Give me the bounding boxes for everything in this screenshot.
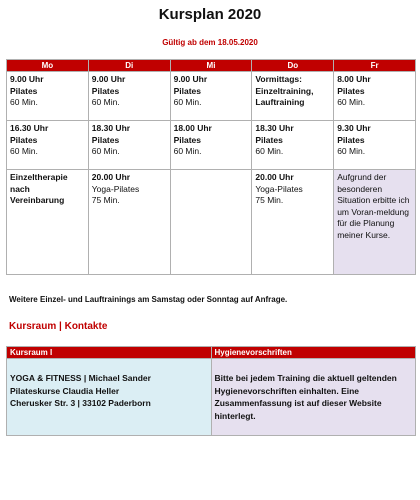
day-header-fr: Fr: [334, 60, 416, 72]
slot-mo-3: Einzeltherapie nach Vereinbarung: [7, 170, 89, 275]
studio-address: Cherusker Str. 3 | 33102 Paderborn: [10, 398, 151, 408]
slot-mo-2: 16.30 Uhr Pilates 60 Min.: [7, 121, 89, 170]
slot-di-2: 18.30 Uhr Pilates 60 Min.: [88, 121, 170, 170]
additional-info: Weitere Einzel- und Lauftrainings am Samstag oder Sonntag auf Anfrage.: [9, 295, 288, 304]
slot-fr-2: 9.30 Uhr Pilates 60 Min.: [334, 121, 416, 170]
slot-do-2: 18.30 Uhr Pilates 60 Min.: [252, 121, 334, 170]
slot-di-3: 20.00 Uhr Yoga-Pilates 75 Min.: [88, 170, 170, 275]
contact-header-row: [7, 347, 416, 359]
validity-subtitle: Gültig ab dem 18.05.2020: [162, 38, 258, 47]
page-title: Kursplan 2020: [158, 6, 262, 23]
slot-do-1: Vormittags: Einzeltraining, Lauftraining: [252, 72, 334, 121]
slot-mi-1: 9.00 Uhr Pilates 60 Min.: [170, 72, 252, 121]
slot-fr-3-note: Aufgrund der besonderen Situation erbitte ich um Voran-meldung für die Planung meiner Kurse.: [334, 170, 416, 275]
slot-do-3: 20.00 Uhr Yoga-Pilates 75 Min.: [252, 170, 334, 275]
studio-name: YOGA & FITNESS | Michael Sander: [10, 373, 151, 383]
day-header-di: Di: [88, 60, 170, 72]
slot-mi-3: [170, 170, 252, 275]
schedule-row-2: [7, 121, 416, 170]
course-provider: Pilateskurse Claudia Heller: [10, 385, 120, 396]
schedule-header-row: [7, 60, 416, 72]
slot-mi-2: 18.00 Uhr Pilates 60 Min.: [170, 121, 252, 170]
contact-table: [6, 346, 416, 436]
day-header-mi: Mi: [170, 60, 252, 72]
schedule-row-3: [7, 170, 416, 275]
slot-mo-1: 9.00 Uhr Pilates 60 Min.: [7, 72, 89, 121]
schedule-table: [6, 59, 416, 275]
hygiene-header: Hygienevorschriften: [211, 347, 416, 359]
section-title: Kursraum | Kontakte: [9, 321, 108, 332]
slot-di-1: 9.00 Uhr Pilates 60 Min.: [88, 72, 170, 121]
slot-fr-1: 8.00 Uhr Pilates 60 Min.: [334, 72, 416, 121]
day-header-do: Do: [252, 60, 334, 72]
hygiene-text-cell: Bitte bei jedem Training die aktuell geltenden Hygienevorschriften einhalten. Eine Zusammenfassung ist auf dieser Website hinterlegt.: [211, 359, 416, 436]
studio-header: Kursraum I: [7, 347, 212, 359]
day-header-mo: Mo: [7, 60, 89, 72]
studio-address-cell: [7, 359, 212, 436]
contact-row: [7, 359, 416, 436]
schedule-row-1: [7, 72, 416, 121]
